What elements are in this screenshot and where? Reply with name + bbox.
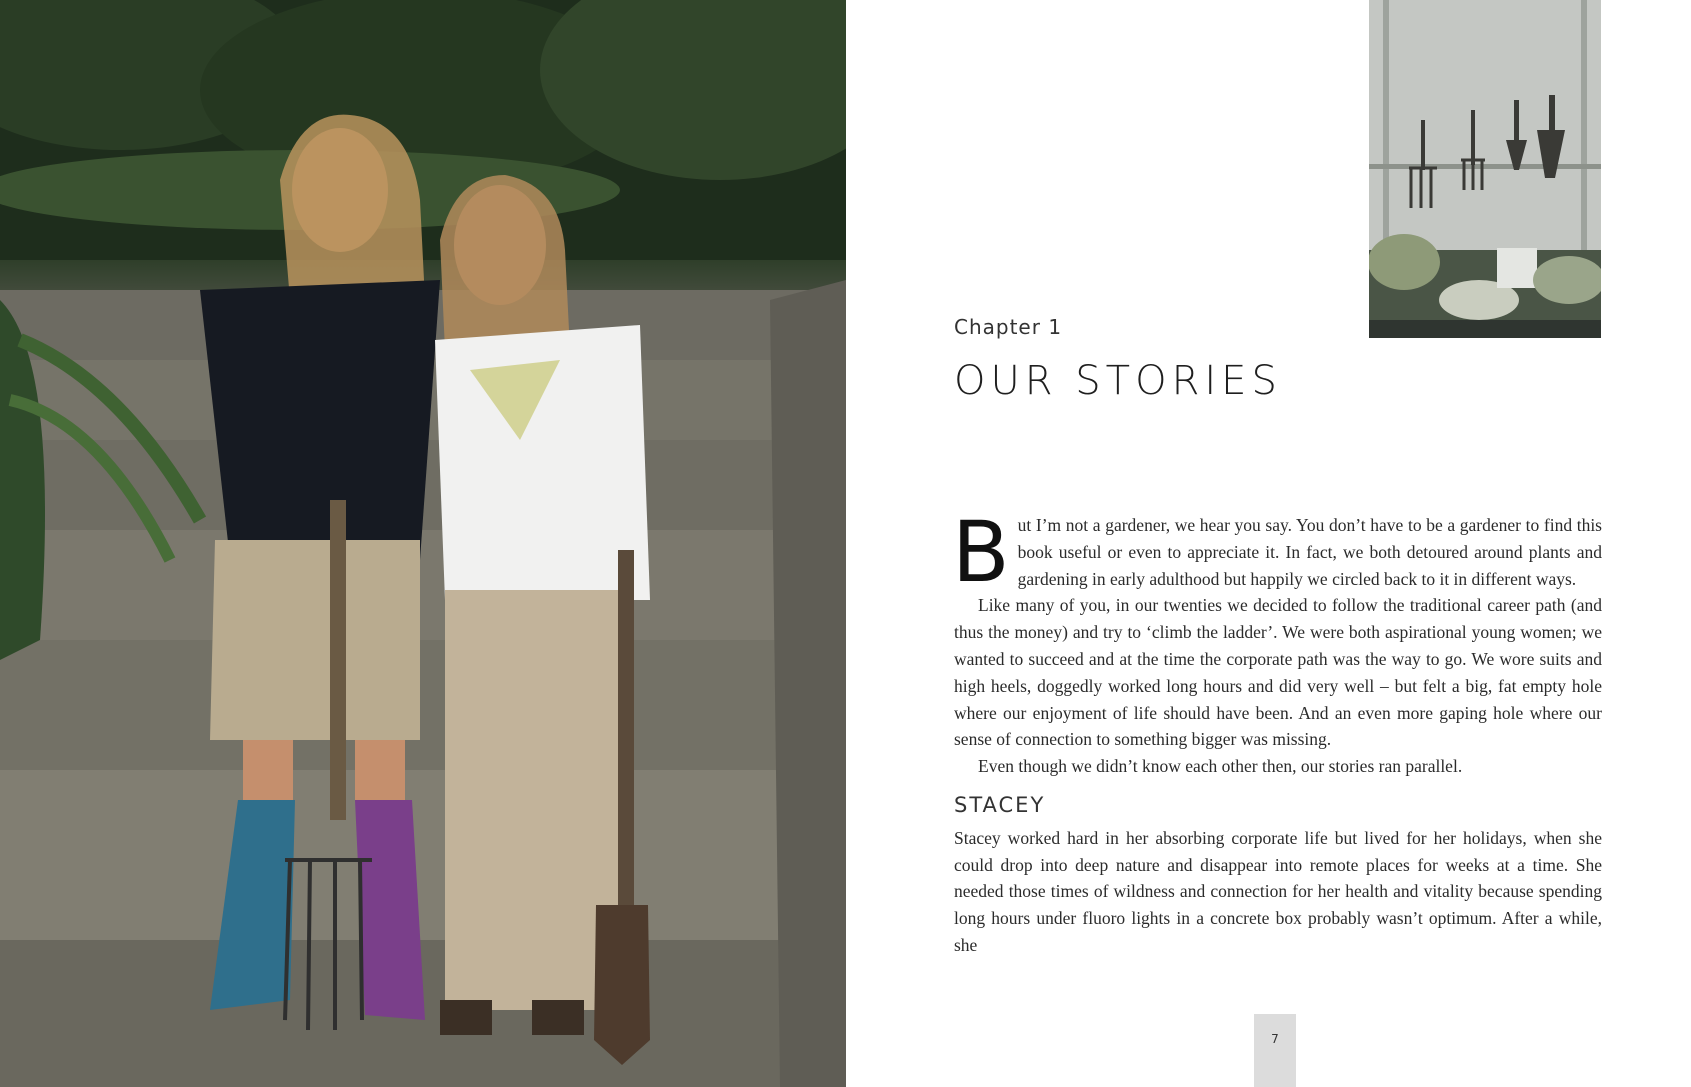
paragraph-4: Stacey worked hard in her absorbing corporate life but lived for her holidays, when she could drop into deep nature and disappear into remote places for weeks at a time. She needed those times of wildness and connection for her health and vitality because spending long hours under fluoro lights in a concrete box probably wasn’t optimum. After a while, she: [954, 827, 1602, 955]
page-number: 7: [1254, 1014, 1296, 1087]
chapter-title: OUR STORIES: [954, 358, 1282, 404]
drop-cap: B: [952, 503, 1010, 601]
paragraph-3: Even though we didn’t know each other then, our stories ran parallel.: [978, 756, 1463, 777]
photo-garden-tools-shelf: [1369, 0, 1601, 338]
body-text: [952, 503, 1602, 959]
chapter-label: Chapter 1: [954, 315, 1063, 339]
section-heading-stacey: STACEY: [954, 792, 1046, 817]
paragraph-1-text: ut I’m not a gardener, we hear you say. You don’t have to be a gardener to find this book useful or even to appreciate it. In fact, we both detoured around plants and gardening in early adulthood but happily we circled back to it in different ways.: [1017, 515, 1602, 589]
paragraph-2: Like many of you, in our twenties we decided to follow the traditional career path (and thus the money) and try to ‘climb the ladder’. We were both aspirational young women; we wanted to succeed and at the time the corporate path was the way to go. We wore suits and high heels, doggedly worked long hours and did very well – but felt a big, fat empty hole where our enjoyment of life should have been. And an even more gaping hole where our sense of connection to something bigger was missing.: [954, 595, 1602, 750]
intro-paragraph: [952, 503, 1602, 601]
